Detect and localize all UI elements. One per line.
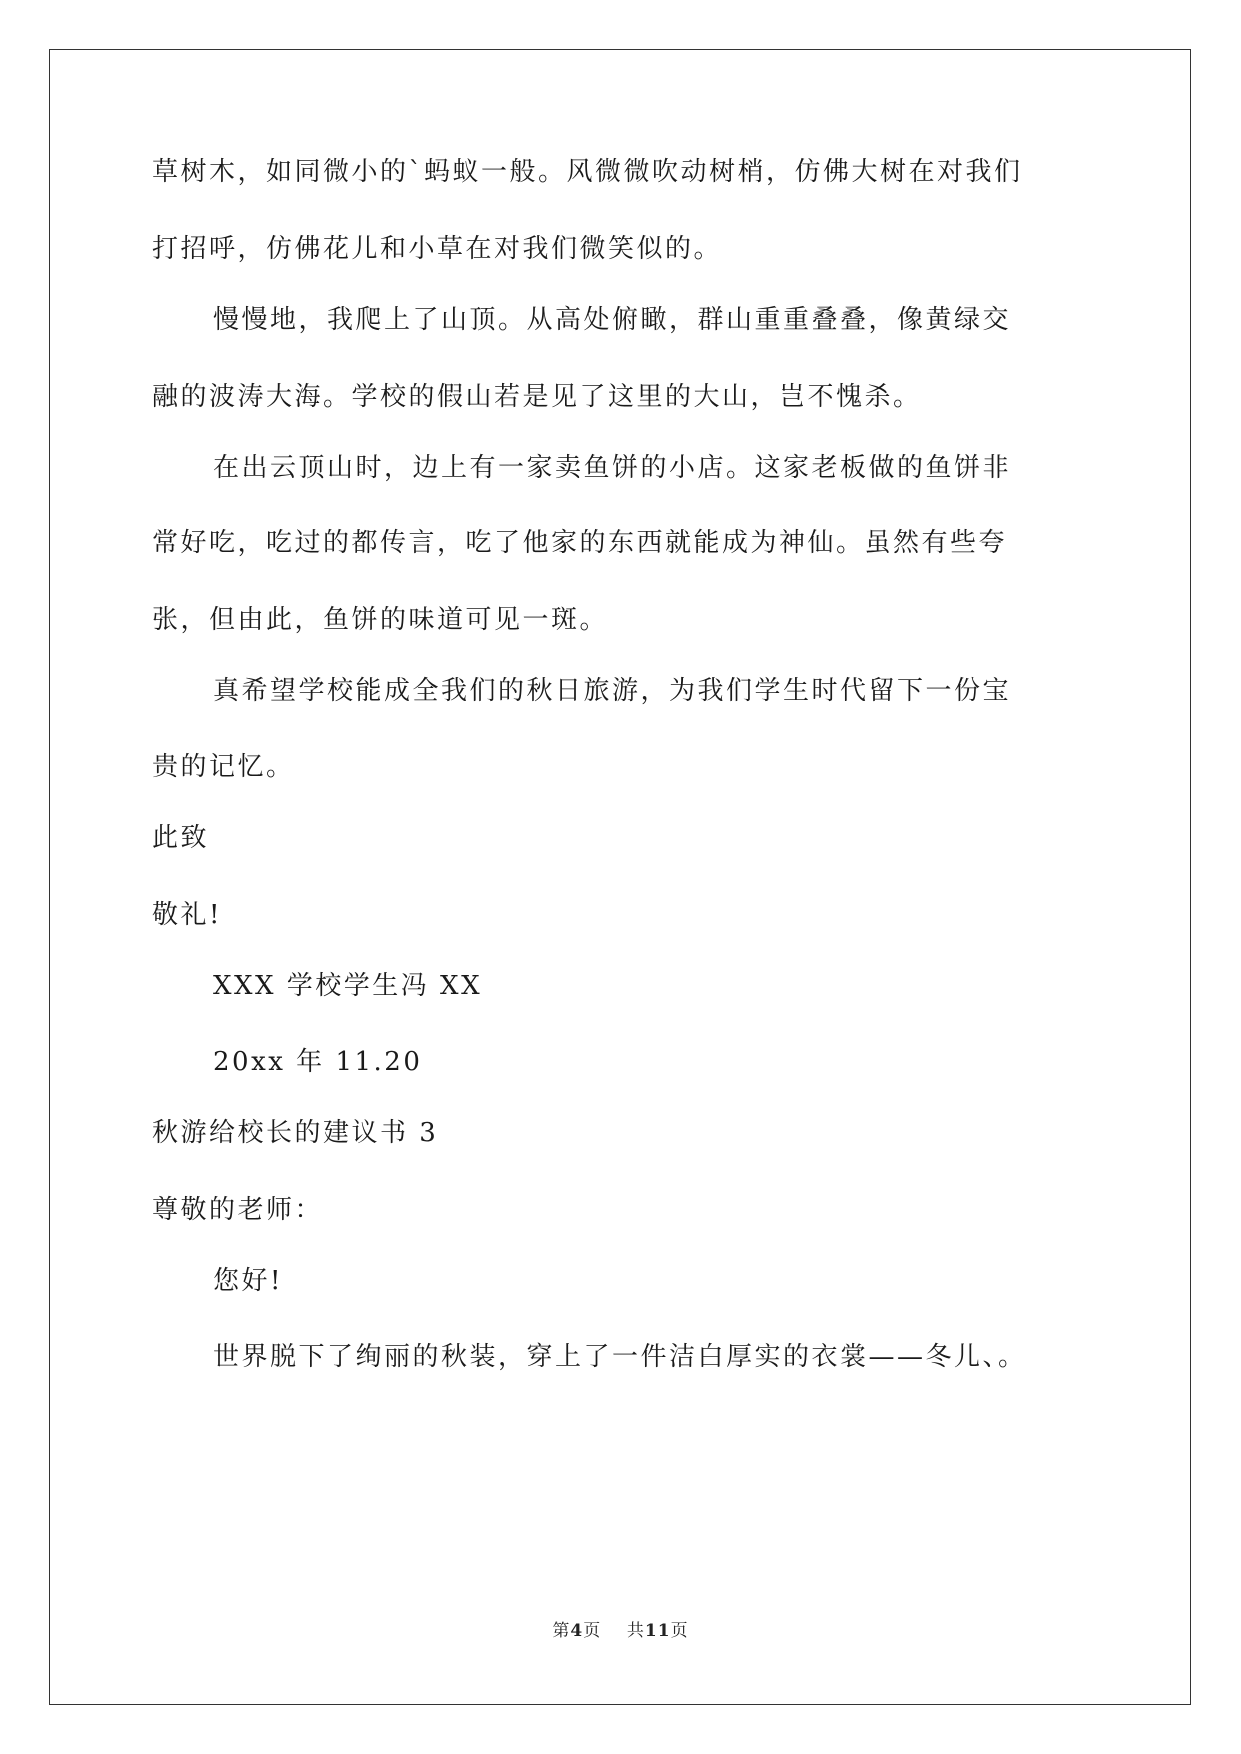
text-line: 在出云顶山时，边上有一家卖鱼饼的小店。这家老板做的鱼饼非 — [213, 453, 1012, 483]
greeting: 尊敬的老师： — [152, 1195, 324, 1225]
date: 20xx 年 11.20 — [213, 1047, 423, 1077]
total-page-count: 11 — [644, 1621, 671, 1641]
text-line: 贵的记忆。 — [152, 752, 295, 782]
current-page-number: 4 — [570, 1621, 584, 1641]
text-line: 常好吃，吃过的都传言，吃了他家的东西就能成为神仙。虽然有些夸 — [152, 528, 1008, 558]
section-title: 秋游给校长的建议书 3 — [152, 1118, 439, 1148]
text-line: 真希望学校能成全我们的秋日旅游，为我们学生时代留下一份宝 — [213, 676, 1012, 706]
greeting-hello: 您好! — [213, 1266, 283, 1296]
closing-regards: 敬礼! — [152, 900, 222, 930]
text-line: 慢慢地，我爬上了山顶。从高处俯瞰，群山重重叠叠，像黄绿交 — [213, 305, 1012, 335]
text-line: 融的波涛大海。学校的假山若是见了这里的大山，岂不愧杀。 — [152, 382, 922, 412]
footer-mid: 页 共 — [583, 1621, 645, 1641]
text-line: 打招呼，仿佛花儿和小草在对我们微笑似的。 — [152, 234, 723, 264]
footer-suffix: 页 — [670, 1621, 689, 1641]
page-border — [49, 49, 1191, 1705]
signature: XXX 学校学生冯 XX — [213, 971, 483, 1001]
text-line: 草树木，如同微小的`蚂蚁一般。风微微吹动树梢，仿佛大树在对我们 — [152, 157, 1023, 187]
text-line: 张，但由此，鱼饼的味道可见一斑。 — [152, 605, 609, 635]
page-footer — [0, 1616, 1241, 1641]
text-line: 世界脱下了绚丽的秋装，穿上了一件洁白厚实的衣裳——冬儿、。 — [213, 1342, 1027, 1372]
closing-salutation: 此致 — [152, 823, 210, 853]
footer-prefix: 第 — [552, 1621, 571, 1641]
